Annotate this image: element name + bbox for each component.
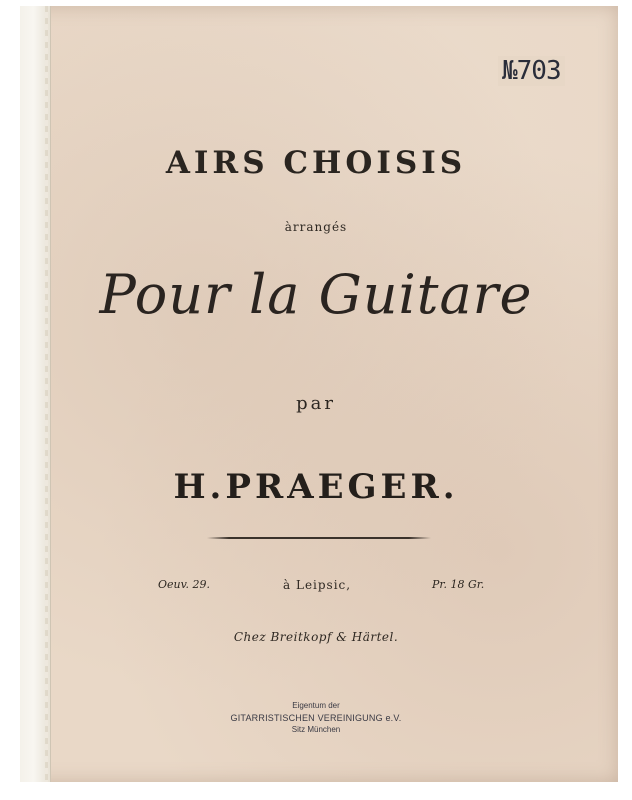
arranged-label: àrrangés (284, 220, 348, 234)
by-label: par (296, 393, 336, 414)
ownership-stamp (0, 700, 632, 736)
stamp-line-1: Eigentum der (292, 701, 340, 710)
opus-number: Oeuv. 29. (158, 578, 211, 591)
ornamental-rule (229, 537, 409, 539)
stamp-line-2: GITARRISTISCHEN VEREINIGUNG e.V. (230, 713, 402, 723)
composer-name: H.PRAEGER. (173, 467, 459, 507)
publication-city: à Leipsic, (283, 578, 352, 592)
catalog-number: №703 (498, 56, 565, 86)
stamp-line-3: Sitz München (291, 725, 341, 734)
publisher-name: Chez Breitkopf & Härtel. (233, 630, 399, 644)
instrument-title: Pour la Guitare (99, 263, 533, 326)
main-title: AIRS CHOISIS (165, 145, 467, 181)
price-label: Pr. 18 Gr. (432, 578, 485, 591)
